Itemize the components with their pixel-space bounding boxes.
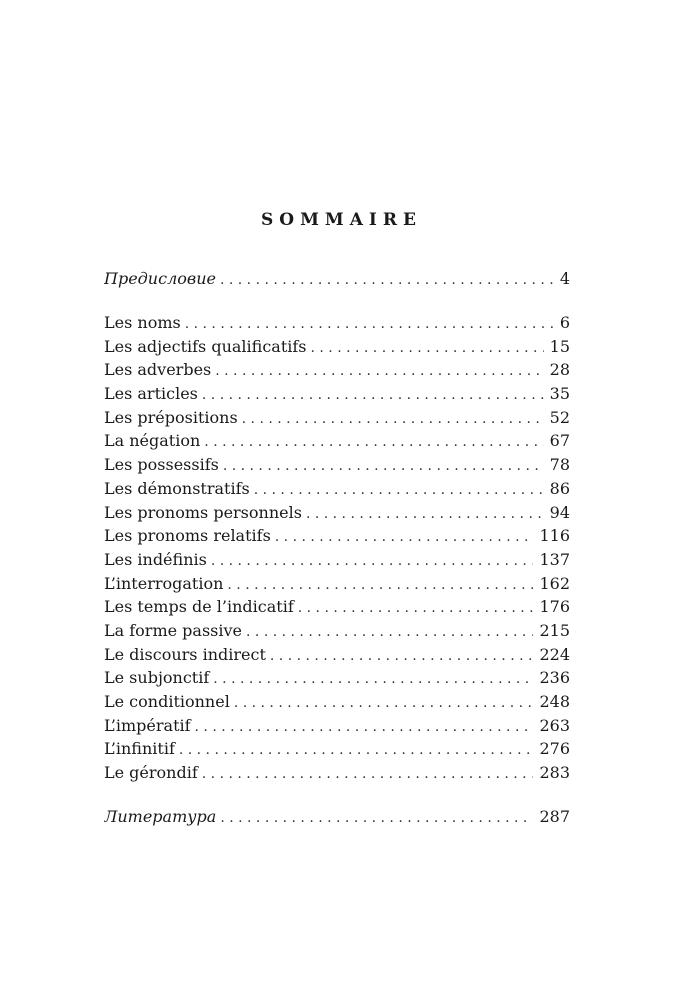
dot-leader: [202, 763, 534, 785]
dot-leader: [215, 360, 543, 382]
dot-leader: [254, 479, 544, 501]
toc-entry: [104, 666, 570, 690]
toc-entry-title: La forme passive: [104, 620, 243, 640]
toc-entry: [104, 761, 570, 785]
toc-page-number: 78: [549, 455, 570, 475]
toc-entry-title: Les temps de l’indicatif: [104, 597, 294, 617]
dot-leader: [275, 526, 534, 548]
toc-entry-title: L’impératif: [104, 715, 191, 735]
toc-entry: [104, 406, 570, 430]
toc-entry: [104, 501, 570, 525]
toc-entry-title: Les noms: [104, 313, 181, 332]
toc-entry: [104, 548, 570, 572]
dot-leader: [195, 716, 534, 738]
toc-entry: [104, 477, 570, 501]
toc-entry-title: Les articles: [104, 384, 198, 404]
toc-entry-title: L’infinitif: [104, 739, 175, 759]
toc-entry-title: L’interrogation: [104, 573, 224, 593]
toc-page-number: 224: [539, 644, 570, 664]
toc-entry: [104, 524, 570, 548]
toc-page-number: 6: [559, 313, 570, 332]
toc-entry-title: Le conditionnel: [104, 692, 230, 711]
toc-entry-preface: [104, 267, 570, 291]
toc-entry-title: Le discours indirect: [104, 644, 266, 664]
toc-entry-title: Предисловие: [104, 269, 216, 288]
dot-leader: [220, 269, 554, 291]
toc-entry-title: Les indéfinis: [104, 549, 207, 569]
toc-entry-title: Le subjonctif: [104, 668, 210, 688]
toc-entry: [104, 453, 570, 477]
dot-leader: [204, 431, 543, 453]
toc-page-number: 283: [539, 763, 570, 783]
page-title: SOMMAIRE: [261, 210, 422, 230]
toc-entry: [104, 737, 570, 761]
dot-leader: [270, 645, 534, 667]
toc-entry-title: Les adjectifs qualificatifs: [104, 336, 307, 356]
dot-leader: [220, 807, 533, 829]
toc-entry: [104, 643, 570, 667]
toc-entry-title: La négation: [104, 431, 201, 451]
toc-entry-title: Les prépositions: [104, 407, 238, 427]
toc-page-number: 28: [549, 360, 570, 380]
toc-page-number: 263: [539, 715, 570, 735]
toc-entry: [104, 358, 570, 382]
toc-page-number: 67: [549, 431, 570, 451]
toc-entry: [104, 714, 570, 738]
dot-leader: [242, 408, 544, 430]
dot-leader: [311, 337, 544, 359]
toc-entry: [104, 335, 570, 359]
toc-entry-title: Les possessifs: [104, 455, 219, 475]
toc-entry-title: Les démonstratifs: [104, 478, 250, 498]
toc-entry: [104, 595, 570, 619]
toc-page-number: 94: [549, 502, 570, 522]
dot-leader: [202, 384, 544, 406]
dot-leader: [211, 550, 534, 572]
toc-entry: [104, 619, 570, 643]
dot-leader: [213, 668, 533, 690]
toc-entry-title: Les pronoms relatifs: [104, 526, 271, 546]
dot-leader: [185, 313, 554, 335]
toc-page-number: 215: [539, 620, 570, 640]
toc-page-number: 86: [549, 478, 570, 498]
toc-entry-title: Les pronoms personnels: [104, 502, 302, 522]
toc-page-number: 276: [539, 739, 570, 759]
dot-leader: [246, 621, 533, 643]
toc-page-number: 35: [549, 384, 570, 404]
toc-page-number: 162: [539, 573, 570, 593]
toc-page-number: 287: [539, 807, 570, 826]
dot-leader: [227, 574, 533, 596]
dot-leader: [234, 692, 534, 714]
toc-entry: [104, 572, 570, 596]
dot-leader: [306, 503, 544, 525]
toc-main-list: [104, 311, 570, 785]
toc-entry-title: Литература: [104, 807, 217, 826]
toc-page-number: 4: [559, 269, 570, 288]
toc-page-number: 176: [539, 597, 570, 617]
toc-page-number: 248: [539, 692, 570, 711]
toc-entry-literature: [104, 805, 570, 829]
toc-page-number: 137: [539, 549, 570, 569]
toc-entry: [104, 690, 570, 714]
toc-literature-section: [104, 805, 570, 829]
toc-page-number: 116: [539, 526, 570, 546]
dot-leader: [223, 455, 544, 477]
toc-entry: [104, 382, 570, 406]
toc-entry: [104, 429, 570, 453]
toc-page-number: 15: [549, 336, 570, 356]
toc-preface-section: [104, 267, 570, 291]
toc-entry-title: Le gérondif: [104, 763, 198, 783]
toc-page-number: 52: [549, 407, 570, 427]
dot-leader: [298, 597, 534, 619]
toc-entry: [104, 311, 570, 335]
dot-leader: [179, 739, 534, 761]
toc-page-number: 236: [539, 668, 570, 688]
toc-entry-title: Les adverbes: [104, 360, 212, 380]
